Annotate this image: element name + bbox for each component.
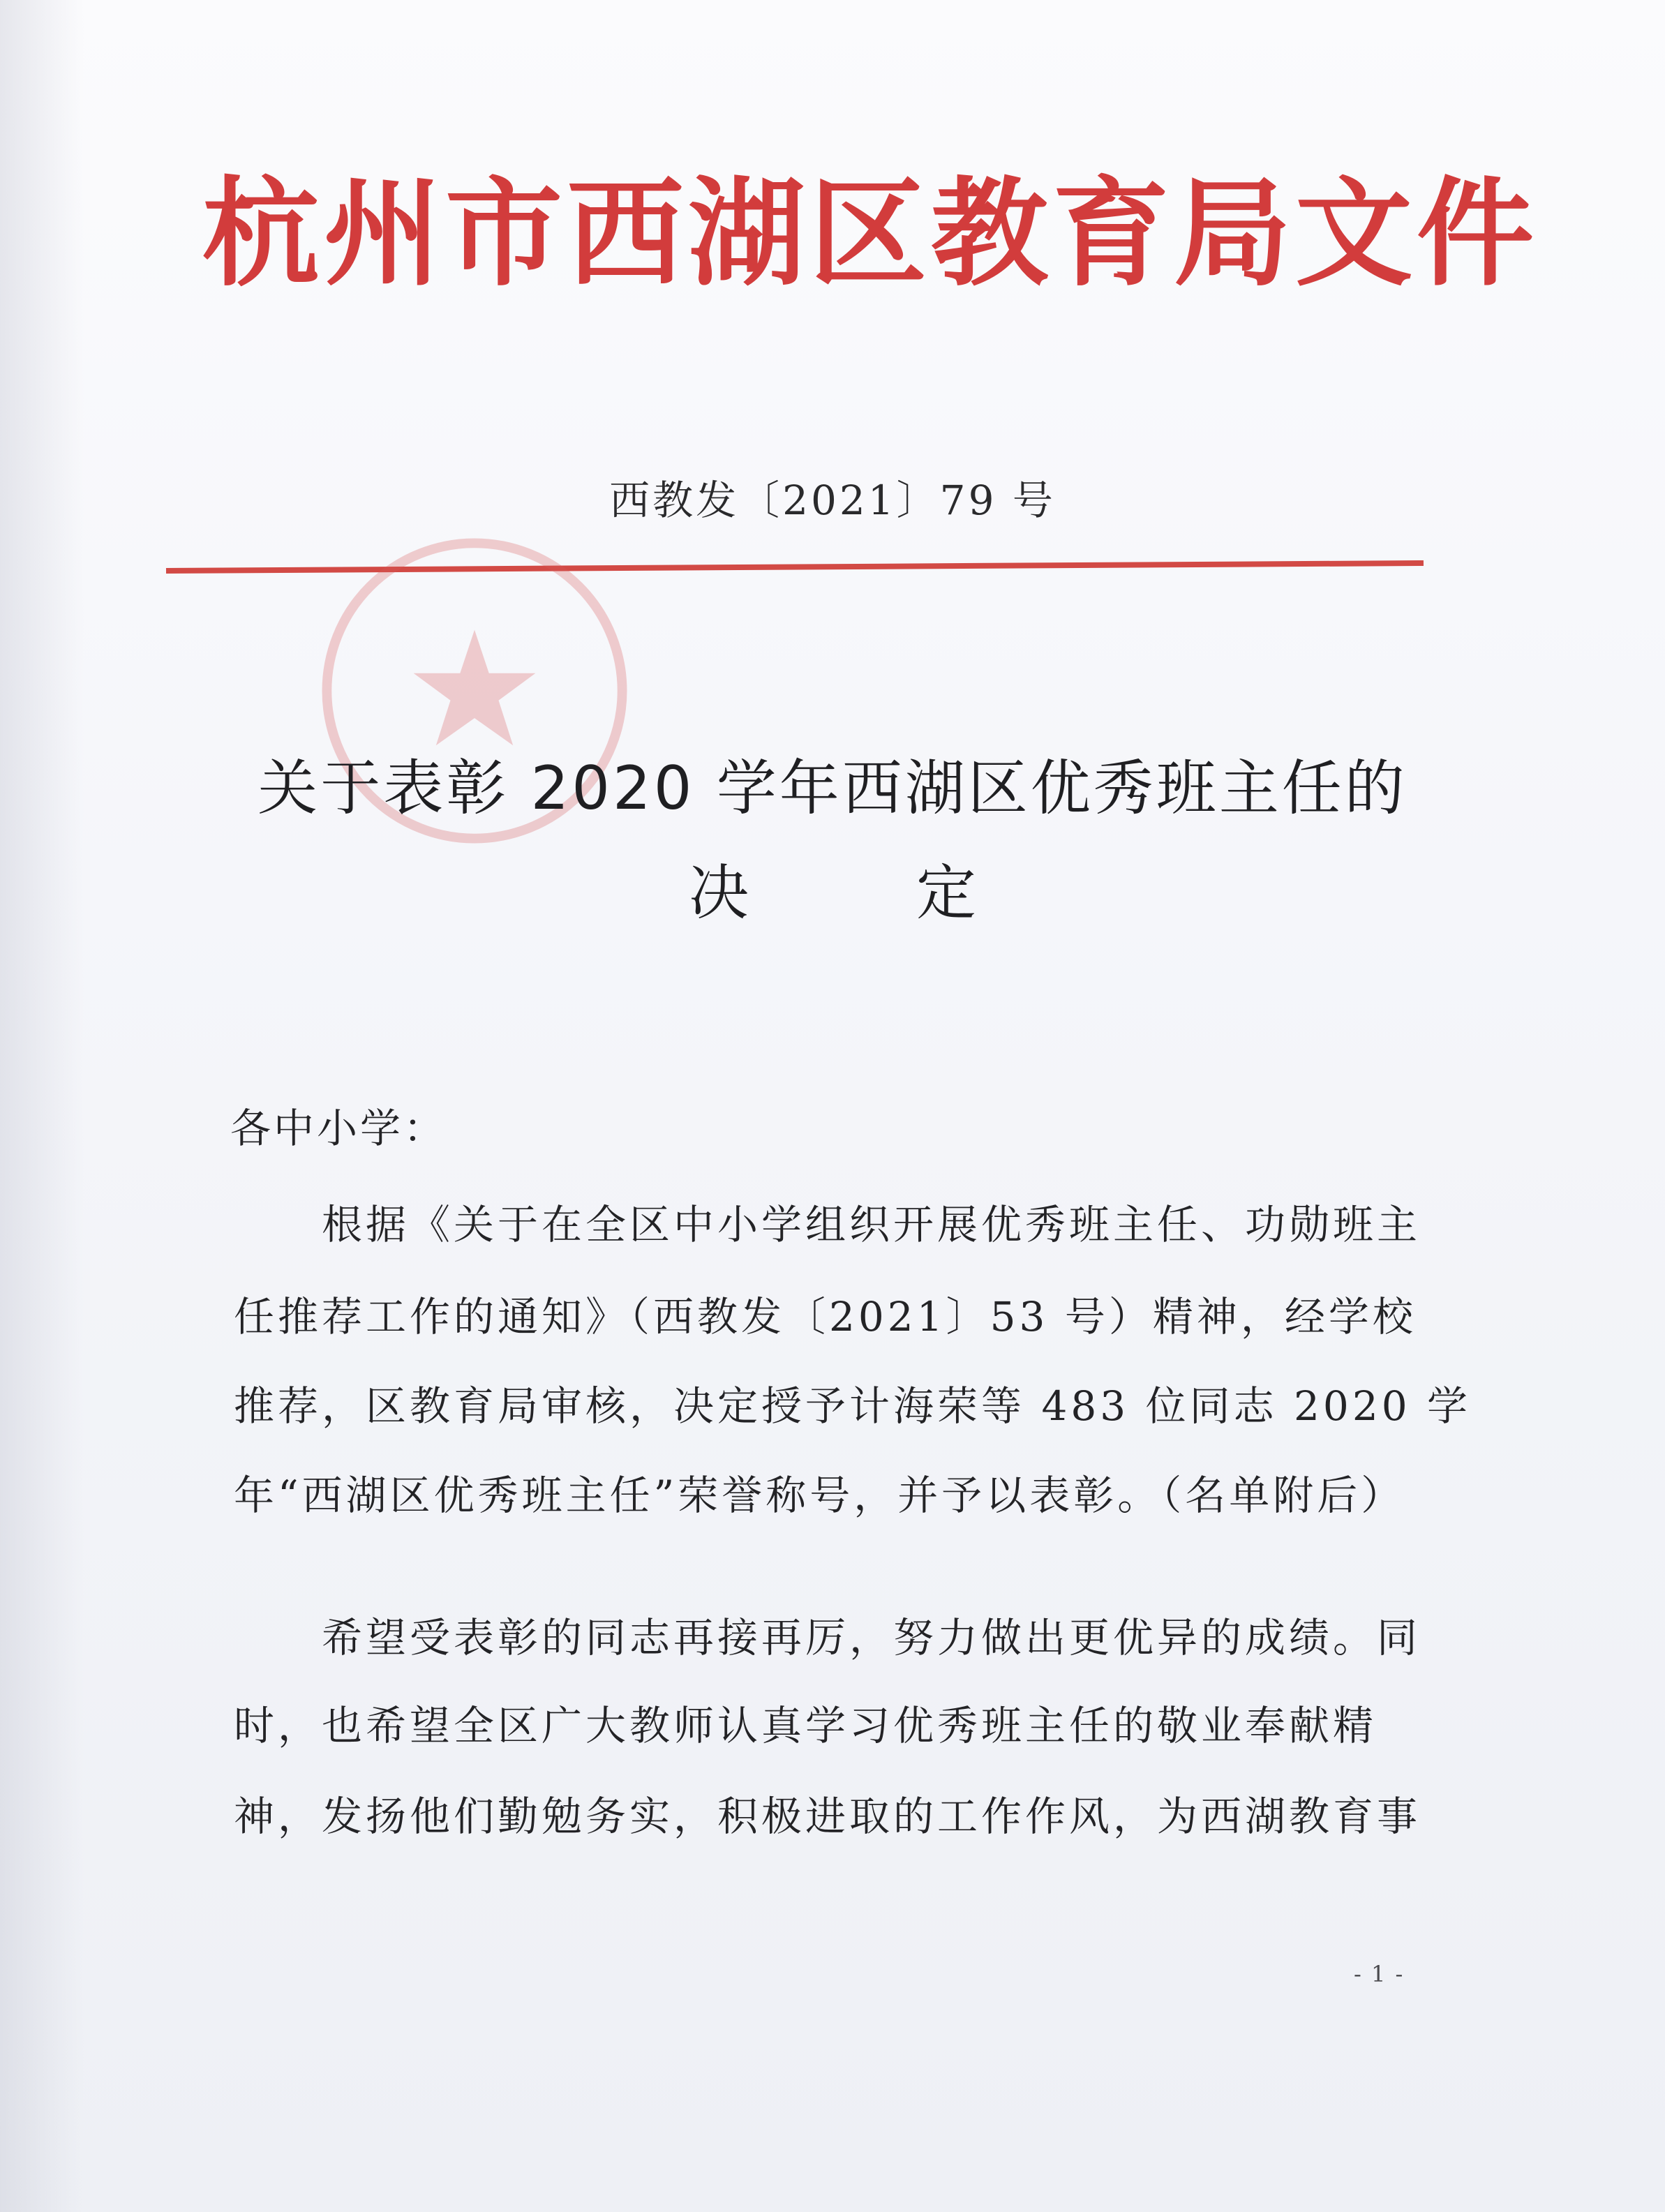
body-line: 根据《关于在全区中小学组织开展优秀班主任、功勋班主 bbox=[234, 1201, 1421, 1248]
body-line: 推荐，区教育局审核，决定授予计海荣等 483 位同志 2020 学 bbox=[234, 1382, 1472, 1430]
document-title: 关于表彰 2020 学年西湖区优秀班主任的 bbox=[257, 754, 1408, 823]
body-line: 希望受表彰的同志再接再厉，努力做出更优异的成绩。同 bbox=[234, 1614, 1421, 1661]
document-number: 西教发〔2021〕79 号 bbox=[609, 477, 1056, 524]
body-line: 任推荐工作的通知》（西教发〔2021〕53 号）精神，经学校 bbox=[234, 1293, 1417, 1340]
body-line: 神，发扬他们勤勉务实，积极进取的工作作风，为西湖教育事 bbox=[234, 1793, 1421, 1840]
body-line: 年“西湖区优秀班主任”荣誉称号，并予以表彰。（名单附后） bbox=[234, 1472, 1405, 1519]
salutation: 各中小学： bbox=[230, 1105, 447, 1152]
body-line: 时，也希望全区广大教师认真学习优秀班主任的敬业奉献精 bbox=[234, 1702, 1377, 1749]
page-number: - 1 - bbox=[1354, 1961, 1405, 1987]
document-title-decision: 决定 bbox=[689, 858, 1144, 928]
page-shadow bbox=[0, 0, 84, 2212]
agency-masthead: 杭州市西湖区教育局文件 bbox=[202, 164, 1538, 302]
